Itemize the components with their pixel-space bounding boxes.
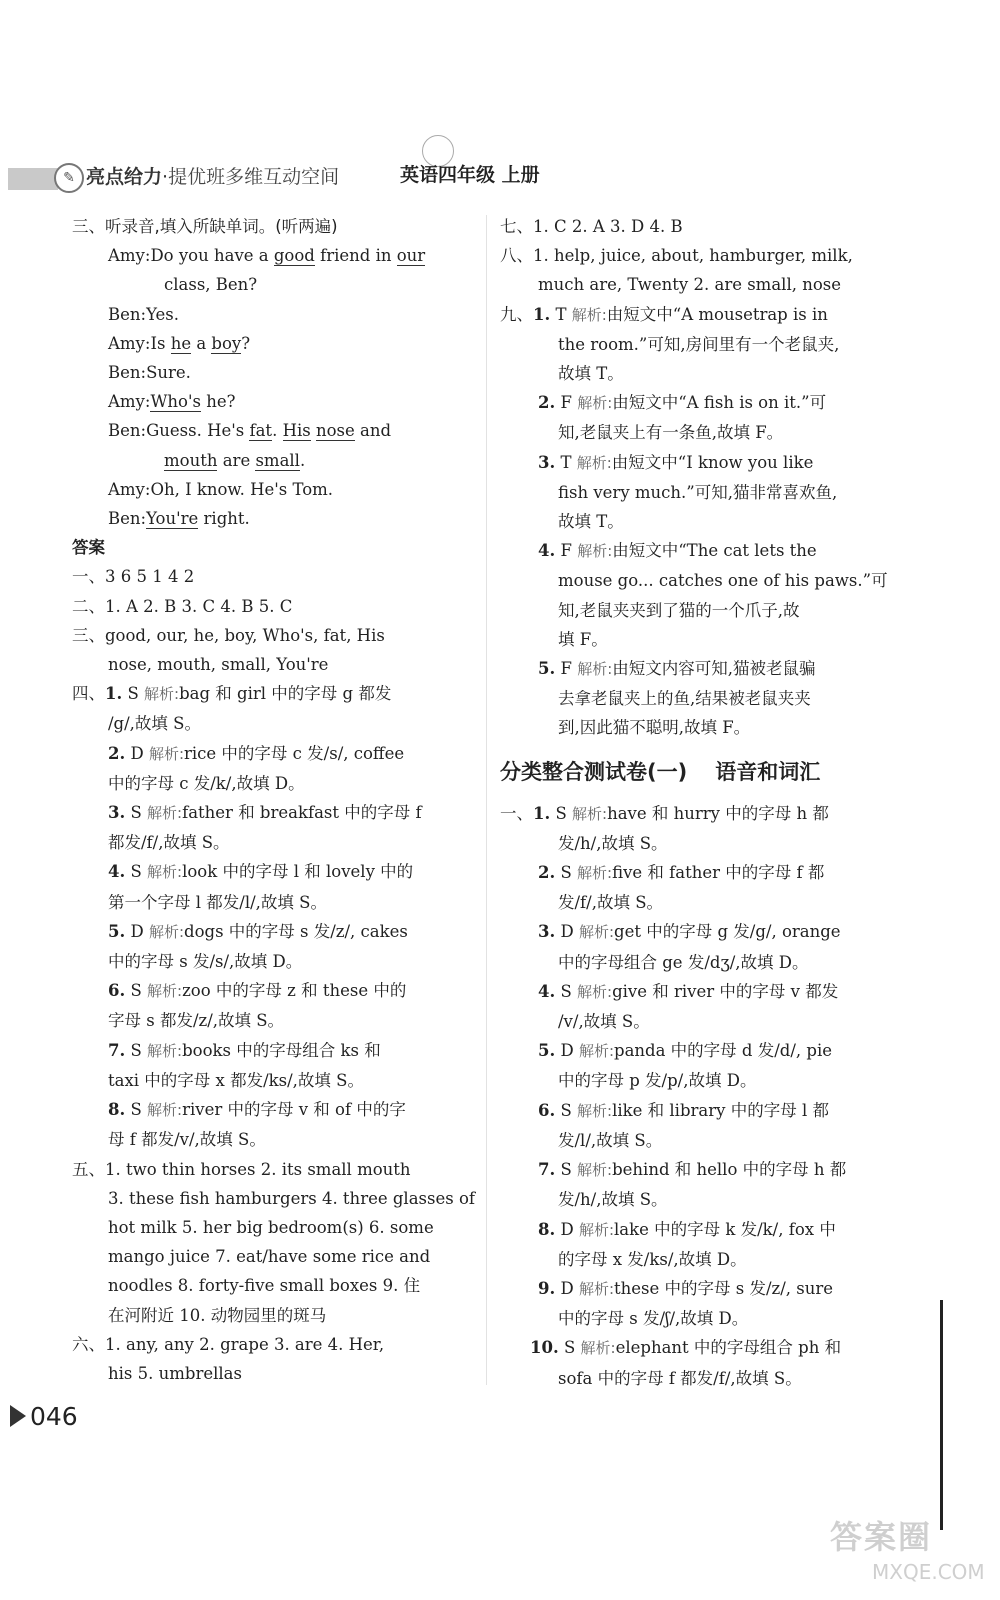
item-answer: F bbox=[555, 393, 578, 413]
answer-line: noodles 8. forty-five small boxes 9. 住 bbox=[108, 1276, 421, 1296]
analysis-tag: 解析: bbox=[580, 1339, 616, 1358]
dialog-line bbox=[72, 475, 472, 504]
analysis-tag: 解析: bbox=[577, 1161, 613, 1180]
left-column bbox=[72, 212, 475, 1388]
analysis-text: 中的字母组合 ge 发/dʒ/,故填 D。 bbox=[558, 952, 809, 972]
analysis-text: sofa 中的字母 f 都发/f/,故填 S。 bbox=[558, 1368, 802, 1388]
answer-line: 三、good, our, he, boy, Who's, fat, His bbox=[72, 625, 385, 645]
analysis-text: 中的字母 s 发/s/,故填 D。 bbox=[108, 952, 303, 972]
analysis-tag: 解析: bbox=[578, 1220, 615, 1239]
analysis-text: 发/l/,故填 S。 bbox=[558, 1130, 663, 1150]
analysis-text: 知,老鼠夹上有一条鱼,故填 F。 bbox=[558, 423, 784, 443]
item-number: 9. bbox=[538, 1278, 556, 1298]
item-number: 2. bbox=[538, 863, 556, 883]
analysis-text: river 中的字母 v 和 of 中的字 bbox=[182, 1100, 406, 1120]
answer-line: 八、1. help, juice, about, hamburger, milk, bbox=[500, 246, 853, 266]
analysis-text: 到,因此猫不聪明,故填 F。 bbox=[558, 718, 751, 738]
analysis-tag: 解析: bbox=[577, 542, 613, 561]
item-answer: T bbox=[550, 304, 572, 324]
dialog-line bbox=[72, 504, 472, 533]
analysis-text: 由短文中“A mousetrap is in bbox=[606, 304, 828, 324]
analysis-text: rice 中的字母 c 发/s/, coffee bbox=[184, 743, 405, 763]
analysis-text: panda 中的字母 d 发/d/, pie bbox=[614, 1041, 833, 1061]
analysis-text: fish very much.”可知,猫非常喜欢鱼, bbox=[558, 482, 838, 502]
blank-answer: he bbox=[170, 333, 192, 353]
blank-answer: You're bbox=[146, 509, 199, 529]
answer-item bbox=[500, 799, 895, 829]
analysis-tag: 解析: bbox=[578, 1042, 615, 1061]
analysis-text: have 和 hurry 中的字母 h 都 bbox=[607, 803, 829, 823]
page-number-text: 046 bbox=[30, 1402, 78, 1431]
dialog-line bbox=[72, 270, 472, 299]
answers-title: 答案 bbox=[72, 538, 105, 558]
item-number: 4. bbox=[538, 541, 556, 561]
item-answer: S bbox=[558, 1338, 581, 1358]
item-answer: T bbox=[555, 452, 577, 472]
section-3-title: 三、听录音,填入所缺单词。(听两遍) bbox=[72, 217, 338, 236]
speaker: Amy: bbox=[108, 392, 151, 412]
analysis-text: 填 F。 bbox=[558, 629, 608, 649]
answer-item bbox=[500, 977, 895, 1007]
blank-answer: nose bbox=[315, 421, 355, 441]
analysis-text: 中的字母 p 发/p/,故填 D。 bbox=[558, 1071, 757, 1091]
item-number: 7. bbox=[108, 1040, 126, 1060]
item-number: 2. bbox=[108, 743, 126, 763]
answer-item bbox=[500, 1096, 895, 1126]
analysis-text: the room.”可知,房间里有一个老鼠夹, bbox=[558, 334, 840, 354]
analysis-text: get 中的字母 g 发/g/, orange bbox=[614, 922, 841, 942]
analysis-text: 故填 T。 bbox=[558, 512, 624, 532]
item-answer: D bbox=[555, 1219, 579, 1239]
book-title: 英语四年级 上册 bbox=[400, 164, 540, 186]
dialog-text: are bbox=[217, 450, 256, 470]
answer-item bbox=[500, 300, 895, 330]
dialog-line bbox=[72, 416, 472, 445]
blank-answer: mouth bbox=[164, 450, 218, 470]
item-answer: S bbox=[125, 1100, 148, 1120]
analysis-text: 中的字母 c 发/k/,故填 D。 bbox=[108, 773, 305, 793]
item-answer: D bbox=[125, 921, 149, 941]
answer-line: 五、1. two thin horses 2. its small mouth bbox=[72, 1159, 411, 1179]
analysis-text: 中的字母 s 发/ʃ/,故填 D。 bbox=[558, 1309, 749, 1329]
answer-item bbox=[72, 857, 472, 887]
item-answer: S bbox=[555, 981, 578, 1001]
question-label: 九、 bbox=[500, 304, 533, 324]
analysis-text: five 和 father 中的字母 f 都 bbox=[612, 863, 825, 883]
edge-bar bbox=[940, 1300, 943, 1530]
item-number: 1. bbox=[533, 803, 551, 823]
blank-answer: fat bbox=[249, 421, 273, 441]
item-answer: S bbox=[555, 863, 578, 883]
answer-item bbox=[72, 917, 472, 947]
speaker: Ben: bbox=[108, 304, 147, 324]
item-answer: S bbox=[555, 1160, 578, 1180]
answer-line: mango juice 7. eat/have some rice and bbox=[108, 1247, 431, 1267]
item-number: 7. bbox=[538, 1160, 556, 1180]
item-number: 10. bbox=[530, 1338, 559, 1358]
answer-item bbox=[500, 858, 895, 888]
item-number: 5. bbox=[108, 921, 126, 941]
answer-item bbox=[72, 679, 472, 709]
answer-item bbox=[500, 536, 895, 566]
dialog-text: Is bbox=[150, 333, 171, 353]
speaker: Ben: bbox=[108, 509, 147, 529]
dialog-text: right. bbox=[198, 509, 250, 529]
analysis-text: 知,老鼠夹夹到了猫的一个爪子,故 bbox=[558, 600, 800, 620]
item-number: 3. bbox=[538, 922, 556, 942]
analysis-text: 由短文中“The cat lets the bbox=[612, 541, 817, 561]
answer-line: 在河附近 10. 动物园里的斑马 bbox=[108, 1305, 327, 1325]
analysis-text: 第一个字母 l 都发/l/,故填 S。 bbox=[108, 892, 327, 912]
answer-item bbox=[500, 917, 895, 947]
analysis-text: give 和 river 中的字母 v 都发 bbox=[612, 981, 839, 1001]
item-answer: S bbox=[125, 862, 148, 882]
item-answer: F bbox=[555, 659, 578, 679]
analysis-text: father 和 breakfast 中的字母 f bbox=[182, 803, 422, 823]
dialog-text: Do you have a bbox=[150, 246, 274, 266]
analysis-tag: 解析: bbox=[147, 982, 183, 1001]
blank-answer: boy bbox=[211, 333, 242, 353]
dialog-line bbox=[72, 446, 472, 475]
answer-line: his 5. umbrellas bbox=[108, 1363, 242, 1383]
answer-item bbox=[72, 976, 472, 1006]
analysis-text: 都发/f/,故填 S。 bbox=[108, 833, 230, 853]
analysis-text: 故填 T。 bbox=[558, 364, 624, 384]
item-number: 8. bbox=[538, 1219, 556, 1239]
answer-line: 一、3 6 5 1 4 2 bbox=[72, 567, 195, 587]
dialog-text: friend in bbox=[314, 246, 397, 266]
dialog-text: Yes. bbox=[146, 304, 180, 324]
answer-item bbox=[500, 1036, 895, 1066]
question-label: 四、 bbox=[72, 684, 105, 704]
dialog-text: . bbox=[299, 450, 306, 470]
page-arrow-icon bbox=[10, 1405, 26, 1427]
analysis-text: 发/f/,故填 S。 bbox=[558, 893, 664, 913]
item-answer: S bbox=[125, 803, 148, 823]
analysis-text: 字母 s 都发/z/,故填 S。 bbox=[108, 1011, 285, 1031]
item-answer: D bbox=[555, 1041, 579, 1061]
answer-line: 七、1. C 2. A 3. D 4. B bbox=[500, 217, 683, 236]
item-number: 3. bbox=[108, 803, 126, 823]
analysis-tag: 解析: bbox=[147, 804, 183, 823]
answer-line: hot milk 5. her big bedroom(s) 6. some bbox=[108, 1217, 434, 1237]
blank-answer: our bbox=[396, 246, 426, 266]
answer-item bbox=[500, 1274, 895, 1304]
answer-item bbox=[72, 739, 472, 769]
item-number: 2. bbox=[538, 393, 556, 413]
analysis-tag: 解析: bbox=[577, 982, 613, 1001]
item-number: 6. bbox=[108, 981, 126, 1001]
answer-line: 二、1. A 2. B 3. C 4. B 5. C bbox=[72, 596, 293, 616]
item-number: 1. bbox=[105, 684, 123, 704]
item-number: 3. bbox=[538, 452, 556, 472]
analysis-text: /g/,故填 S。 bbox=[108, 714, 201, 734]
analysis-tag: 解析: bbox=[572, 804, 608, 823]
speaker: Amy: bbox=[108, 479, 151, 499]
item-answer: F bbox=[555, 541, 578, 561]
analysis-text: these 中的字母 s 发/z/, sure bbox=[614, 1278, 834, 1298]
brand-dot: · bbox=[162, 166, 169, 188]
dialog-line bbox=[72, 358, 472, 387]
dialog-line bbox=[72, 329, 472, 358]
item-number: 5. bbox=[538, 1041, 556, 1061]
analysis-text: 发/h/,故填 S。 bbox=[558, 833, 668, 853]
answer-item bbox=[500, 1155, 895, 1185]
analysis-text: behind 和 hello 中的字母 h 都 bbox=[612, 1160, 847, 1180]
dialog-text: Sure. bbox=[146, 363, 191, 383]
answer-item bbox=[500, 388, 895, 418]
analysis-text: elephant 中的字母组合 ph 和 bbox=[615, 1338, 842, 1358]
item-answer: D bbox=[555, 922, 579, 942]
dialog-line bbox=[72, 241, 472, 270]
section-title-topic: 语音和词汇 bbox=[715, 759, 821, 784]
analysis-text: 由短文中“I know you like bbox=[611, 452, 814, 472]
answer-item bbox=[72, 1036, 472, 1066]
page-header bbox=[0, 0, 1000, 200]
analysis-text: 母 f 都发/v/,故填 S。 bbox=[108, 1130, 266, 1150]
analysis-tag: 解析: bbox=[577, 1101, 613, 1120]
header-bar bbox=[8, 168, 58, 190]
brand-logo-icon: ✎ bbox=[54, 163, 84, 193]
speaker: Ben: bbox=[108, 421, 147, 441]
answer-item bbox=[500, 654, 895, 684]
blank-answer: His bbox=[282, 421, 311, 441]
analysis-text: 去拿老鼠夹上的鱼,结果被老鼠夹夹 bbox=[558, 689, 811, 709]
analysis-text: 发/h/,故填 S。 bbox=[558, 1190, 668, 1210]
blank-answer: small bbox=[255, 450, 300, 470]
item-answer: D bbox=[125, 743, 149, 763]
column-divider bbox=[486, 215, 487, 1385]
dialog-text: a bbox=[191, 333, 212, 353]
speaker: Amy: bbox=[108, 333, 151, 353]
answer-item bbox=[500, 1215, 895, 1245]
item-number: 1. bbox=[533, 304, 551, 324]
item-number: 4. bbox=[108, 862, 126, 882]
header-title bbox=[86, 162, 339, 189]
answer-item bbox=[72, 1095, 472, 1125]
brand-subtitle: 提优班多维互动空间 bbox=[168, 166, 340, 188]
item-answer: S bbox=[122, 684, 145, 704]
analysis-text: 由短文中“A fish is on it.”可 bbox=[612, 393, 827, 413]
dialog-text: Oh, I know. He's Tom. bbox=[150, 479, 334, 499]
blank-answer: Who's bbox=[150, 392, 201, 412]
analysis-text: taxi 中的字母 x 都发/ks/,故填 S。 bbox=[108, 1070, 364, 1090]
watermark: 答案圈 bbox=[830, 1518, 933, 1556]
item-number: 4. bbox=[538, 981, 556, 1001]
dialog-line bbox=[72, 387, 472, 416]
section-title-main: 分类整合测试卷(一) bbox=[500, 759, 688, 784]
dialog-text: . bbox=[272, 421, 283, 441]
analysis-tag: 解析: bbox=[577, 660, 613, 679]
analysis-text: 由短文内容可知,猫被老鼠骗 bbox=[612, 659, 816, 679]
watermark-url: MXQE.COM bbox=[872, 1560, 985, 1584]
dialog-text: ? bbox=[241, 333, 251, 353]
item-answer: S bbox=[125, 1040, 148, 1060]
right-column bbox=[500, 212, 895, 1393]
section-title bbox=[500, 755, 895, 789]
dialog-text: class, Ben? bbox=[164, 275, 258, 295]
analysis-text: like 和 library 中的字母 l 都 bbox=[612, 1100, 829, 1120]
answer-item bbox=[500, 448, 895, 478]
analysis-text: books 中的字母组合 ks 和 bbox=[182, 1040, 381, 1060]
blank-answer: good bbox=[273, 246, 315, 266]
analysis-tag: 解析: bbox=[578, 1279, 615, 1298]
item-answer: D bbox=[555, 1278, 579, 1298]
analysis-text: /v/,故填 S。 bbox=[558, 1012, 650, 1032]
analysis-tag: 解析: bbox=[576, 453, 612, 472]
analysis-tag: 解析: bbox=[147, 1041, 183, 1060]
speaker: Ben: bbox=[108, 363, 147, 383]
analysis-text: mouse go... catches one of his paws.”可 bbox=[558, 571, 888, 591]
analysis-tag: 解析: bbox=[577, 864, 613, 883]
dialog-line bbox=[72, 300, 472, 329]
answer-line: nose, mouth, small, You're bbox=[108, 655, 329, 675]
speaker: Amy: bbox=[108, 246, 151, 266]
answer-item bbox=[500, 1333, 895, 1363]
analysis-text: look 中的字母 l 和 lovely 中的 bbox=[182, 862, 414, 882]
answer-line: 六、1. any, any 2. grape 3. are 4. Her, bbox=[72, 1334, 385, 1354]
analysis-tag: 解析: bbox=[578, 923, 615, 942]
dialog-text: Guess. He's bbox=[146, 421, 250, 441]
analysis-tag: 解析: bbox=[571, 305, 607, 324]
analysis-text: 的字母 x 发/ks/,故填 D。 bbox=[558, 1249, 747, 1269]
analysis-text: zoo 中的字母 z 和 these 中的 bbox=[182, 981, 407, 1001]
item-number: 6. bbox=[538, 1100, 556, 1120]
item-number: 8. bbox=[108, 1100, 126, 1120]
analysis-text: lake 中的字母 k 发/k/, fox 中 bbox=[614, 1219, 836, 1239]
item-answer: S bbox=[125, 981, 148, 1001]
analysis-text: dogs 中的字母 s 发/z/, cakes bbox=[184, 921, 408, 941]
answer-line: much are, Twenty 2. are small, nose bbox=[538, 275, 842, 295]
analysis-tag: 解析: bbox=[577, 394, 613, 413]
dialog-text: he? bbox=[200, 392, 236, 412]
answer-item bbox=[72, 798, 472, 828]
brand-name: 亮点给力 bbox=[86, 166, 163, 188]
page-number bbox=[10, 1402, 78, 1431]
question-label: 一、 bbox=[500, 803, 533, 823]
dialog-text: and bbox=[354, 421, 392, 441]
item-answer: S bbox=[555, 1100, 578, 1120]
item-number: 5. bbox=[538, 659, 556, 679]
item-answer: S bbox=[550, 803, 573, 823]
answer-line: 3. these fish hamburgers 4. three glasses of bbox=[108, 1188, 475, 1208]
analysis-tag: 解析: bbox=[148, 744, 185, 763]
analysis-tag: 解析: bbox=[144, 685, 180, 704]
analysis-tag: 解析: bbox=[147, 863, 183, 882]
analysis-tag: 解析: bbox=[147, 1101, 183, 1120]
analysis-tag: 解析: bbox=[148, 922, 185, 941]
analysis-text: bag 和 girl 中的字母 g 都发 bbox=[179, 684, 392, 704]
